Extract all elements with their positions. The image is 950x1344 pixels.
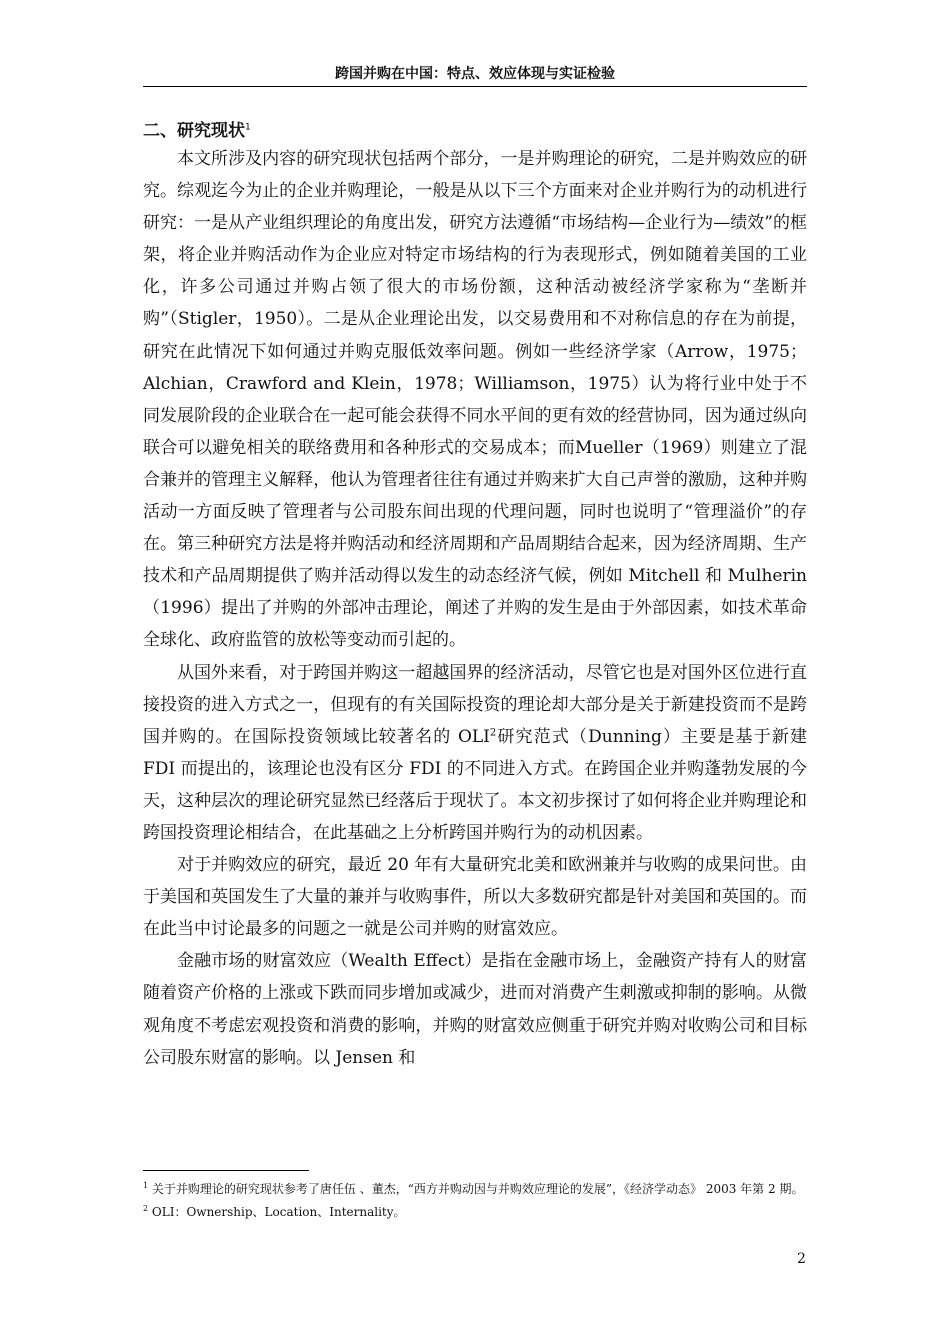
footnote-ref-2[interactable]: 2 (489, 727, 497, 739)
paragraph-2-part-a: 从国外来看，对于跨国并购这一超越国界的经济活动，尽管它也是对国外区位进行直接投资的进入方式之一，但现有的有关国际投资的理论却大部分是关于新建投资而不是跨国并购的。在国际投资领域比较著名的 OLI (143, 662, 807, 747)
section-title-text: 二、研究现状 (143, 121, 245, 141)
footnote-mark-2: 2 (143, 1204, 149, 1213)
footnote-text-1: 关于并购理论的研究现状参考了唐任伍 、董杰，“西方并购动因与并购效应理论的发展”，《经济学动态》 2003 年第 2 期。 (151, 1182, 804, 1196)
footnote-2 (143, 1199, 807, 1222)
footnote-mark-1: 1 (143, 1181, 149, 1190)
footnote-ref-1[interactable]: 1 (245, 122, 251, 133)
footnote-separator (143, 1170, 309, 1171)
running-header: 跨国并购在中国：特点、效应体现与实证检验 (143, 62, 807, 87)
paragraph-2 (143, 657, 807, 850)
footnote-1 (143, 1176, 807, 1199)
page-number: 2 (797, 1251, 806, 1267)
paragraph-2-part-b: 研究范式（Dunning）主要是基于新建 FDI 而提出的，该理论也没有区分 FDI 的不同进入方式。在跨国企业并购蓬勃发展的今天，这种层次的理论研究显然已经落后于现状了。本文初步探讨了如何将企业并购理论和跨国投资理论相结合，在此基础之上分析跨国并购行为的动机因素。 (143, 726, 807, 843)
paragraph-3: 对于并购效应的研究，最近 20 年有大量研究北美和欧洲兼并与收购的成果问世。由于美国和英国发生了大量的兼并与收购事件，所以大多数研究都是针对美国和英国的。而在此当中讨论最多的问题之一就是公司并购的财富效应。 (143, 855, 807, 940)
footnotes (143, 1176, 807, 1222)
paragraph-4: 金融市场的财富效应（Wealth Effect）是指在金融市场上，金融资产持有人的财富随着资产价格的上涨或下跌而同步增加或减少，进而对消费产生刺激或抑制的影响。从微观角度不考虑宏观投资和消费的影响，并购的财富效应侧重于研究并购对收购公司和目标公司股东财富的影响。以 Jensen 和 (143, 951, 807, 1068)
paragraph-1: 本文所涉及内容的研究现状包括两个部分，一是并购理论的研究，二是并购效应的研究。综观迄今为止的企业并购理论，一般是从以下三个方面来对企业并购行为的动机进行研究：一是从产业组织理论的角度出发，研究方法遵循“市场结构—企业行为—绩效”的框架，将企业并购活动作为企业应对特定市场结构的行为表现形式，例如随着美国的工业化，许多公司通过并购占领了很大的市场份额，这种活动被经济学家称为“垄断并购”（Stigler，1950）。二是从企业理论出发，以交易费用和不对称信息的存在为前提，研究在此情况下如何通过并购克服低效率问题。例如一些经济学家（Arrow，1975；Alchian，Crawford and Klein，1978；Williamson，1975）认为将行业中处于不同发展阶段的企业联合在一起可能会获得不同水平间的更有效的经营协同，因为通过纵向联合可以避免相关的联络费用和各种形式的交易成本；而Mueller（1969）则建立了混合兼并的管理主义解释，他认为管理者往往有通过并购来扩大自己声誉的激励，这种并购活动一方面反映了管理者与公司股东间出现的代理问题，同时也说明了“管理溢价”的存在。第三种研究方法是将并购活动和经济周期和产品周期结合起来，因为经济周期、生产技术和产品周期提供了购并活动得以发生的动态经济气候，例如 Mitchell 和 Mulherin（1996）提出了并购的外部冲击理论，阐述了并购的发生是由于外部因素，如技术革命全球化、政府监管的放松等变动而引起的。 (143, 149, 807, 651)
body-text (143, 143, 807, 1074)
section-heading (143, 116, 251, 141)
footnote-text-2: OLI：Ownership、Location、Internality。 (151, 1205, 406, 1219)
